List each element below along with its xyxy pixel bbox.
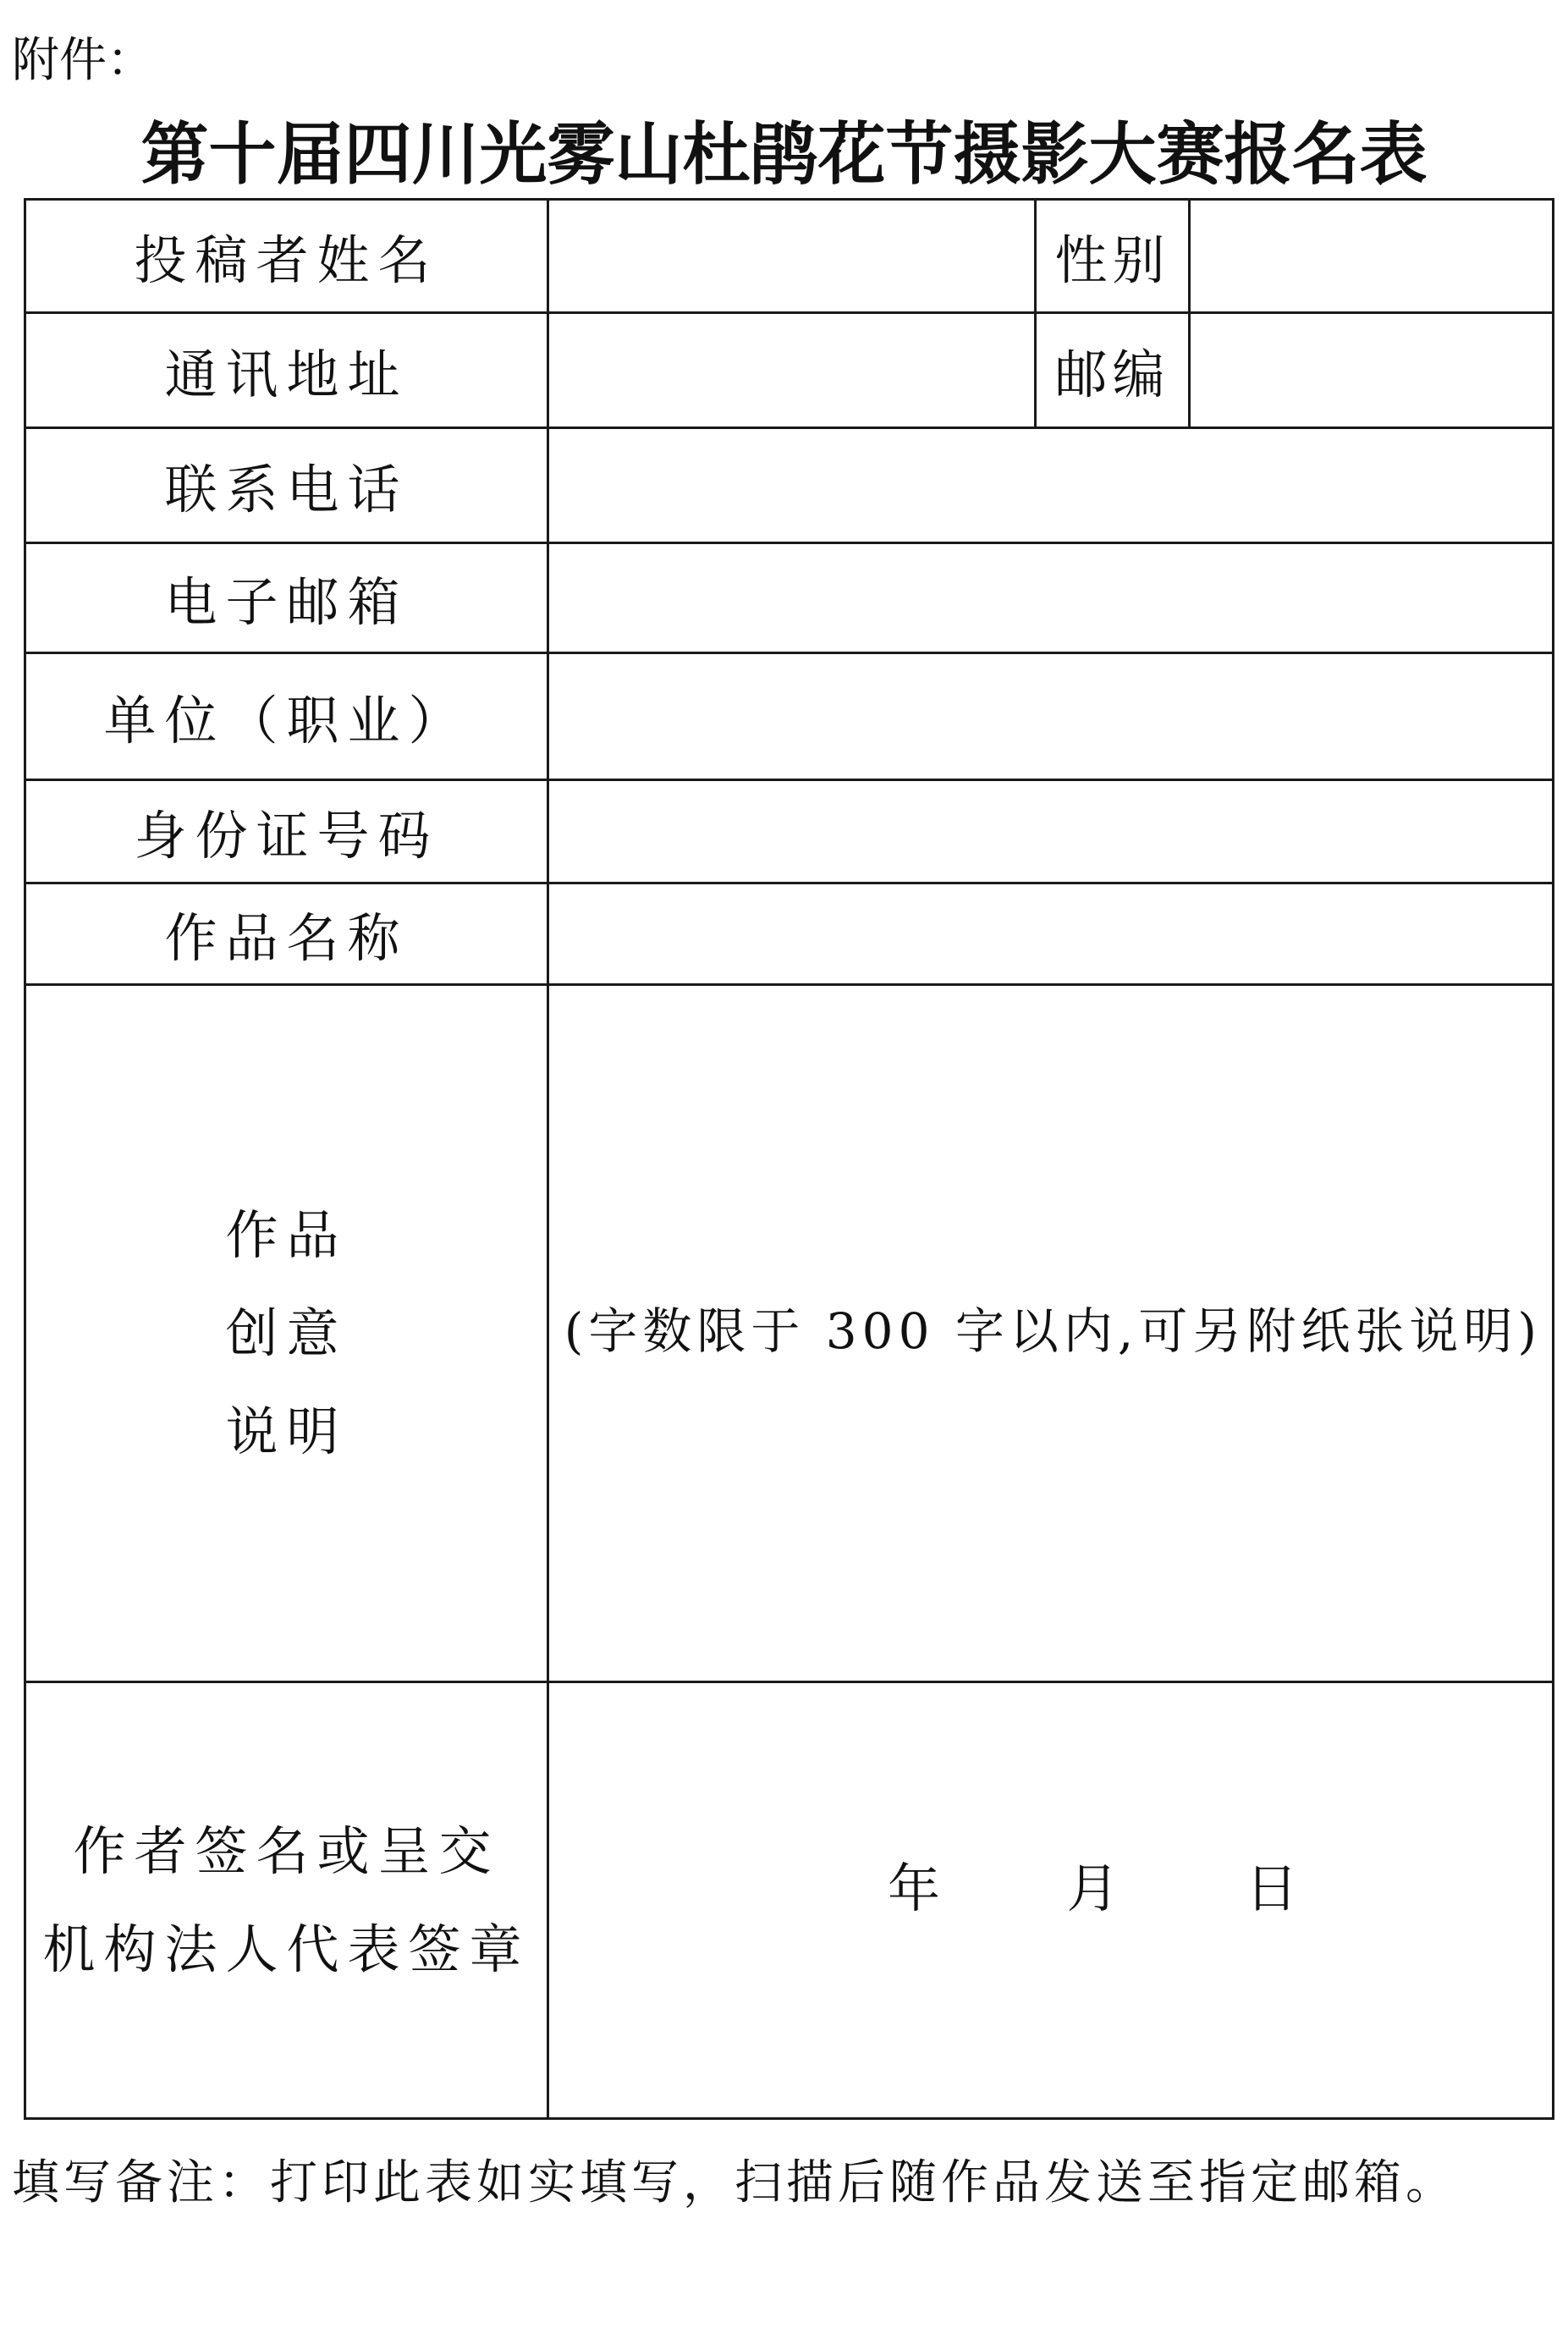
description-label-line-3: 说明: [225, 1400, 348, 1462]
employer-label: 单位（职业）: [25, 653, 548, 780]
attachment-label: 附件：: [12, 33, 154, 88]
row-description: [25, 985, 1554, 1682]
id-number-field[interactable]: [548, 780, 1554, 883]
row-phone: [25, 428, 1554, 543]
row-id-number: [25, 780, 1554, 883]
submitter-name-label: 投稿者姓名: [25, 200, 548, 313]
address-label: 通讯地址: [25, 313, 548, 428]
date-month-label: 月: [1066, 1857, 1120, 1919]
row-email: [25, 543, 1554, 653]
word-limit-note: (字数限于 300 字以内,可另附纸张说明): [564, 1302, 1542, 1360]
gender-label: 性别: [1036, 200, 1190, 313]
registration-form: [24, 198, 1554, 2120]
description-label: [25, 985, 548, 1682]
date-line: [549, 1846, 1552, 1954]
address-field[interactable]: [548, 313, 1036, 428]
signature-field[interactable]: [548, 1682, 1554, 2119]
submitter-name-field[interactable]: [548, 200, 1036, 313]
fill-note: 填写备注：打印此表如实填写，扫描后随作品发送至指定邮箱。: [12, 2155, 1457, 2210]
page-title: 第十届四川光雾山杜鹃花节摄影大赛报名表: [140, 114, 1428, 194]
description-field[interactable]: [548, 985, 1554, 1682]
description-label-line-2: 创意: [225, 1302, 348, 1364]
row-work-title: [25, 883, 1554, 985]
phone-label: 联系电话: [25, 428, 548, 543]
row-signature: [25, 1682, 1554, 2119]
postcode-field[interactable]: [1190, 313, 1554, 428]
employer-field[interactable]: [548, 653, 1554, 780]
date-year-label: 年: [888, 1857, 941, 1919]
signature-label-line-2: 机构法人代表签章: [42, 1918, 531, 1980]
signature-label-line-1: 作者签名或呈交: [73, 1819, 500, 1882]
row-name-gender: [25, 200, 1554, 313]
email-label: 电子邮箱: [25, 543, 548, 653]
work-title-label: 作品名称: [25, 883, 548, 985]
gender-field[interactable]: [1190, 200, 1554, 313]
phone-field[interactable]: [548, 428, 1554, 543]
date-day-label: 日: [1245, 1857, 1298, 1919]
description-label-line-1: 作品: [225, 1203, 348, 1266]
postcode-label: 邮编: [1036, 313, 1190, 428]
signature-label: [25, 1682, 548, 2119]
id-number-label: 身份证号码: [25, 780, 548, 883]
row-address-postcode: [25, 313, 1554, 428]
email-field[interactable]: [548, 543, 1554, 653]
work-title-field[interactable]: [548, 883, 1554, 985]
row-employer: [25, 653, 1554, 780]
